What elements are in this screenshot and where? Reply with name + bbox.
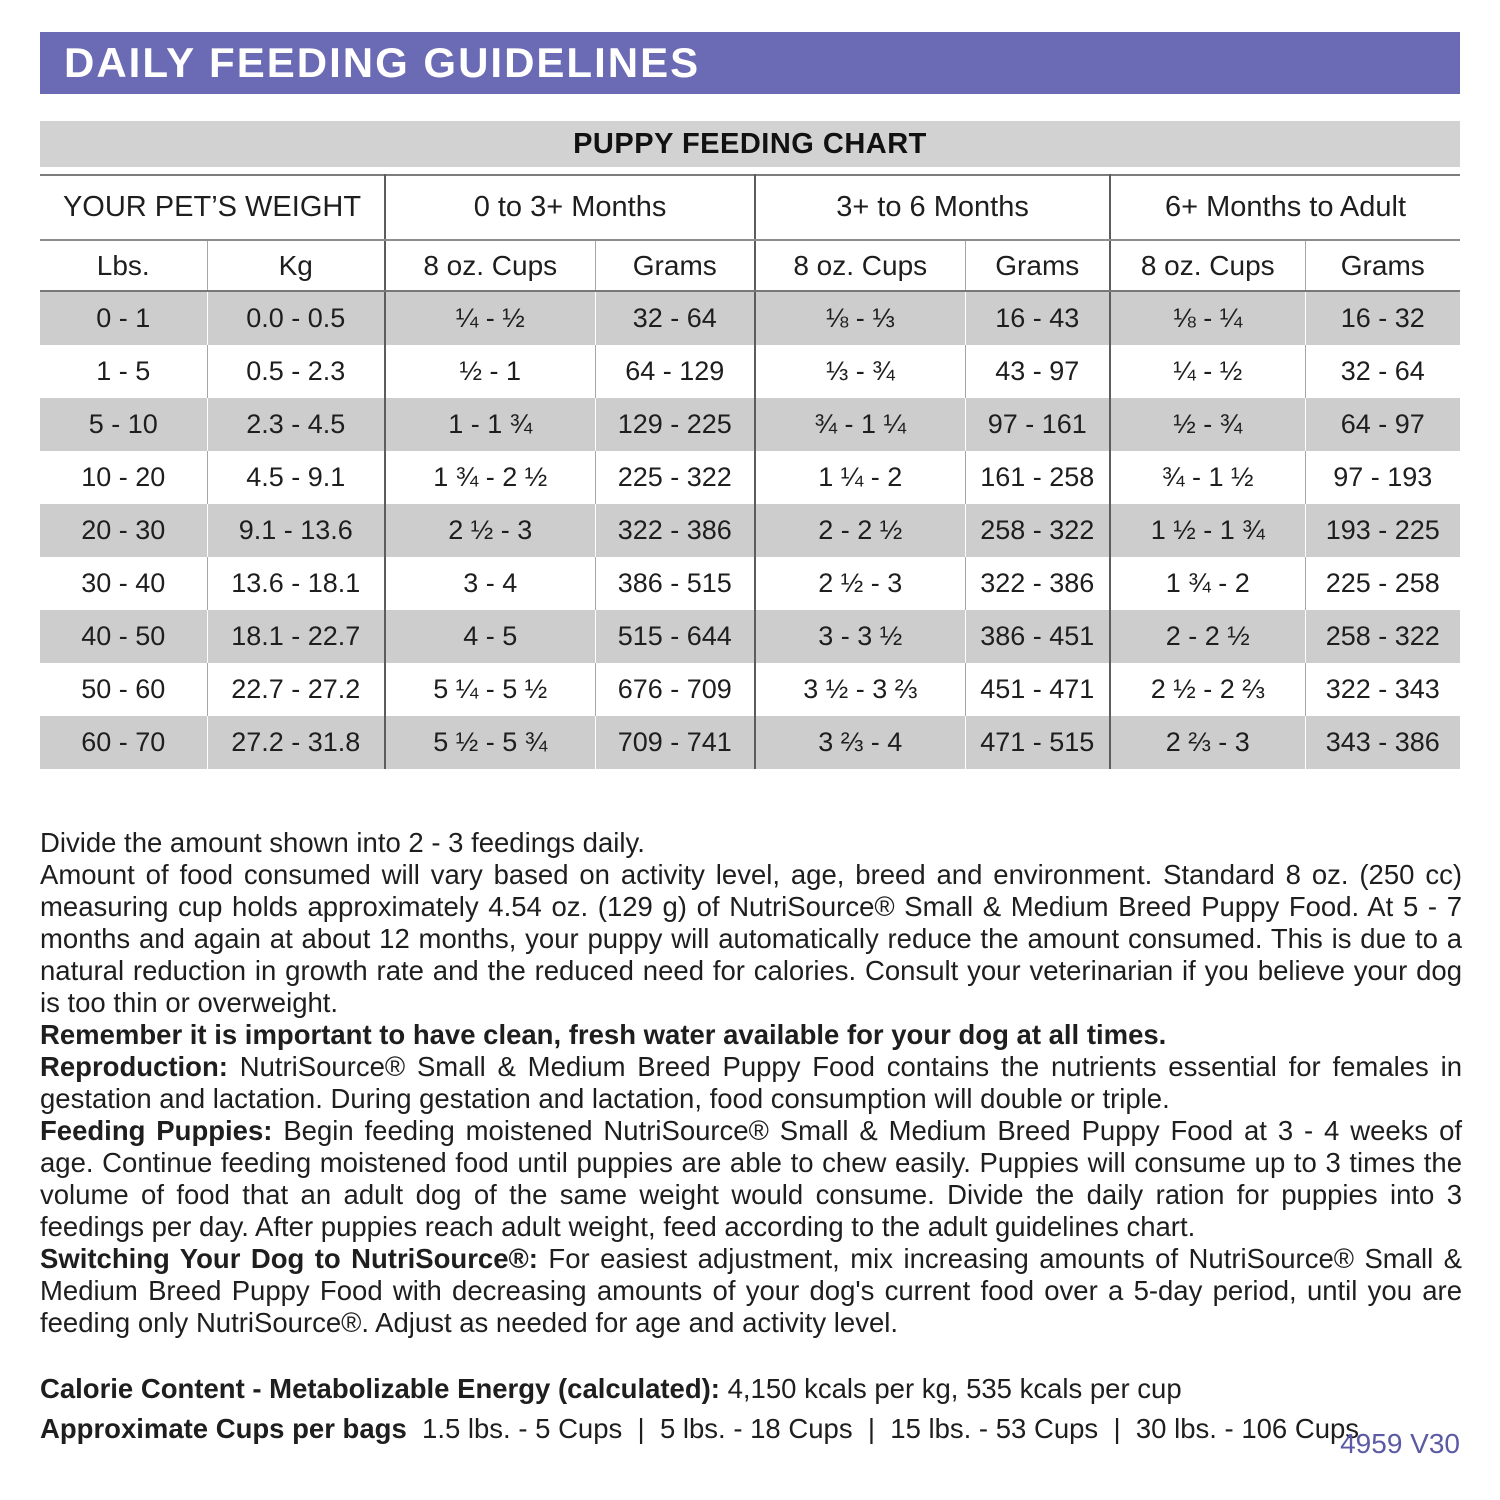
col-header-grams-3: Grams <box>1305 240 1460 291</box>
table-row <box>40 291 1460 345</box>
cell-lbs: 5 - 10 <box>40 398 207 451</box>
sub-header-row <box>40 240 1460 291</box>
cell-kg: 0.5 - 2.3 <box>207 345 385 398</box>
note-text: For easiest adjustment, mix increasing amounts of NutriSource® Small & Medium Breed Puppy Food with decreasing amounts of your dog's current food over a 5-day period, until you are feeding only NutriSource®. Adjust as needed for age and activity level. <box>40 1243 1462 1338</box>
col-header-lbs: Lbs. <box>40 240 207 291</box>
cell-cups-2: 3 ½ - 3 ⅔ <box>755 663 965 716</box>
cell-grams-1: 676 - 709 <box>595 663 755 716</box>
page-title: DAILY FEEDING GUIDELINES <box>64 39 701 86</box>
col-header-cups-1: 8 oz. Cups <box>385 240 595 291</box>
cell-grams-2: 97 - 161 <box>965 398 1110 451</box>
calorie-content-line <box>40 1369 1462 1409</box>
note-lead: Feeding Puppies: <box>40 1115 273 1146</box>
cell-cups-2: 3 - 3 ½ <box>755 610 965 663</box>
col-header-cups-2: 8 oz. Cups <box>755 240 965 291</box>
cell-grams-3: 64 - 97 <box>1305 398 1460 451</box>
cell-grams-3: 343 - 386 <box>1305 716 1460 769</box>
col-header-kg: Kg <box>207 240 385 291</box>
note-feeding-puppies <box>40 1115 1462 1243</box>
table-row <box>40 345 1460 398</box>
cell-grams-3: 225 - 258 <box>1305 557 1460 610</box>
cell-cups-2: ⅛ - ⅓ <box>755 291 965 345</box>
group-header-0-3-months: 0 to 3+ Months <box>385 175 755 240</box>
cell-cups-3: 2 ½ - 2 ⅔ <box>1110 663 1305 716</box>
cell-cups-1: 5 ¼ - 5 ½ <box>385 663 595 716</box>
cell-cups-1: 4 - 5 <box>385 610 595 663</box>
note-lead: Reproduction: <box>40 1051 228 1082</box>
cell-grams-3: 97 - 193 <box>1305 451 1460 504</box>
cell-lbs: 40 - 50 <box>40 610 207 663</box>
cell-cups-1: 2 ½ - 3 <box>385 504 595 557</box>
cell-cups-3: ¾ - 1 ½ <box>1110 451 1305 504</box>
cell-lbs: 10 - 20 <box>81 462 166 492</box>
cell-grams-2: 471 - 515 <box>965 716 1110 769</box>
cell-grams-1: 32 - 64 <box>595 291 755 345</box>
table-row <box>40 504 1460 557</box>
calorie-value: 4,150 kcals per kg, 535 kcals per cup <box>719 1373 1182 1404</box>
feeding-notes <box>40 827 1462 1339</box>
page-title-bar <box>40 32 1460 94</box>
cell-cups-2: 2 - 2 ½ <box>755 504 965 557</box>
group-header-row <box>40 175 1460 240</box>
note-text: Divide the amount shown into 2 - 3 feedings daily. <box>40 827 645 858</box>
cell-cups-2: ¾ - 1 ¼ <box>755 398 965 451</box>
note-lead: Switching Your Dog to NutriSource®: <box>40 1243 538 1274</box>
cell-lbs: 1 - 5 <box>96 356 151 386</box>
cell-cups-1: 1 ¾ - 2 ½ <box>385 451 595 504</box>
cell-cups-1: ¼ - ½ <box>385 291 595 345</box>
cell-grams-3: 16 - 32 <box>1305 291 1460 345</box>
cell-cups-3: ⅛ - ¼ <box>1110 291 1305 345</box>
group-header-pet-weight: YOUR PET’S WEIGHT <box>40 175 385 240</box>
cell-grams-1: 64 - 129 <box>595 345 755 398</box>
cell-kg: 9.1 - 13.6 <box>207 504 385 557</box>
table-row <box>40 610 1460 663</box>
cell-grams-1: 129 - 225 <box>595 398 755 451</box>
cell-cups-2: 2 ½ - 3 <box>755 557 965 610</box>
cell-cups-3: 2 - 2 ½ <box>1110 610 1305 663</box>
cell-cups-1: 3 - 4 <box>385 557 595 610</box>
cell-cups-3: ¼ - ½ <box>1110 345 1305 398</box>
col-header-grams-2: Grams <box>965 240 1110 291</box>
cell-cups-2: 3 ⅔ - 4 <box>755 716 965 769</box>
cell-grams-1: 225 - 322 <box>595 451 755 504</box>
cell-grams-3: 322 - 343 <box>1305 663 1460 716</box>
group-header-3-6-months: 3+ to 6 Months <box>755 175 1110 240</box>
calorie-label: Calorie Content - Metabolizable Energy (calculated): <box>40 1373 720 1404</box>
cell-cups-1: ½ - 1 <box>385 345 595 398</box>
chart-title-bar <box>40 121 1460 167</box>
note-water <box>40 1019 1462 1051</box>
cell-lbs: 20 - 30 <box>40 504 207 557</box>
cell-kg: 2.3 - 4.5 <box>207 398 385 451</box>
cell-grams-1: 322 - 386 <box>595 504 755 557</box>
footer-info <box>40 1369 1462 1449</box>
cell-kg: 4.5 - 9.1 <box>207 451 385 504</box>
table-row <box>40 451 1460 504</box>
note-reproduction <box>40 1051 1462 1115</box>
cell-kg: 18.1 - 22.7 <box>207 610 385 663</box>
cell-grams-2: 386 - 451 <box>965 610 1110 663</box>
cell-lbs: 30 - 40 <box>81 568 166 598</box>
cell-grams-2: 43 - 97 <box>965 345 1110 398</box>
cell-lbs: 50 - 60 <box>81 674 166 704</box>
table-row <box>40 557 1460 610</box>
cell-grams-1: 386 - 515 <box>595 557 755 610</box>
note-bold-text: Remember it is important to have clean, fresh water available for your dog at all times. <box>40 1019 1167 1050</box>
table-row <box>40 716 1460 769</box>
note-text: Amount of food consumed will vary based on activity level, age, breed and environment. Standard 8 oz. (250 cc) measuring cup holds approximately 4.54 oz. (129 g) of NutriSource® Small & Medium Breed Puppy Food. At 5 - 7 months and again at about 12 months, your puppy will automatically reduce the amount consumed. This is due to a natural reduction in growth rate and the reduced need for calories. Consult your veterinarian if you believe your dog is too thin or overweight. <box>40 859 1462 1018</box>
cell-kg: 13.6 - 18.1 <box>207 557 385 610</box>
cups-per-bag-line <box>40 1409 1462 1449</box>
cell-lbs: 60 - 70 <box>40 716 207 769</box>
cell-kg: 22.7 - 27.2 <box>207 663 385 716</box>
cell-grams-3: 258 - 322 <box>1305 610 1460 663</box>
note-switching <box>40 1243 1462 1339</box>
cell-lbs: 0 - 1 <box>40 291 207 345</box>
cell-grams-2: 258 - 322 <box>965 504 1110 557</box>
cell-cups-3: 1 ¾ - 2 <box>1110 557 1305 610</box>
cell-kg: 27.2 - 31.8 <box>207 716 385 769</box>
cups-values: 1.5 lbs. - 5 Cups | 5 lbs. - 18 Cups | 15 lbs. - 53 Cups | 30 lbs. - 106 Cups <box>406 1413 1360 1444</box>
cell-cups-3: 1 ½ - 1 ¾ <box>1110 504 1305 557</box>
cell-cups-1: 5 ½ - 5 ¾ <box>385 716 595 769</box>
note-divide <box>40 827 1462 859</box>
cell-grams-1: 709 - 741 <box>595 716 755 769</box>
document-code: 4959 V30 <box>1340 1428 1460 1459</box>
cell-kg: 0.0 - 0.5 <box>207 291 385 345</box>
col-header-cups-3: 8 oz. Cups <box>1110 240 1305 291</box>
cell-grams-3: 193 - 225 <box>1305 504 1460 557</box>
cell-grams-2: 451 - 471 <box>965 663 1110 716</box>
cups-label: Approximate Cups per bags <box>40 1413 407 1444</box>
cell-grams-2: 161 - 258 <box>965 451 1110 504</box>
cell-cups-2: ⅓ - ¾ <box>755 345 965 398</box>
cell-cups-2: 1 ¼ - 2 <box>755 451 965 504</box>
cell-cups-3: ½ - ¾ <box>1110 398 1305 451</box>
col-header-grams-1: Grams <box>595 240 755 291</box>
cell-cups-3: 2 ⅔ - 3 <box>1110 716 1305 769</box>
cell-cups-1: 1 - 1 ¾ <box>385 398 595 451</box>
group-header-6-adult: 6+ Months to Adult <box>1110 175 1460 240</box>
cell-grams-3: 32 - 64 <box>1305 345 1460 398</box>
cell-grams-2: 16 - 43 <box>965 291 1110 345</box>
cell-grams-2: 322 - 386 <box>965 557 1110 610</box>
chart-title: PUPPY FEEDING CHART <box>573 127 927 160</box>
cell-grams-1: 515 - 644 <box>595 610 755 663</box>
note-amount <box>40 859 1462 1019</box>
note-text: NutriSource® Small & Medium Breed Puppy Food contains the nutrients essential for females in gestation and lactation. During gestation and lactation, food consumption will double or triple. <box>40 1051 1462 1114</box>
puppy-feeding-table <box>40 174 1460 769</box>
table-row <box>40 398 1460 451</box>
note-text: Begin feeding moistened NutriSource® Small & Medium Breed Puppy Food at 3 - 4 weeks of age. Continue feeding moistened food until puppies are able to chew easily. Puppies will consume up to 3 times the volume of food that an adult dog of the same weight would consume. Divide the daily ration for puppies into 3 feedings per day. After puppies reach adult weight, feed according to the adult guidelines chart. <box>40 1115 1463 1242</box>
table-row <box>40 663 1460 716</box>
